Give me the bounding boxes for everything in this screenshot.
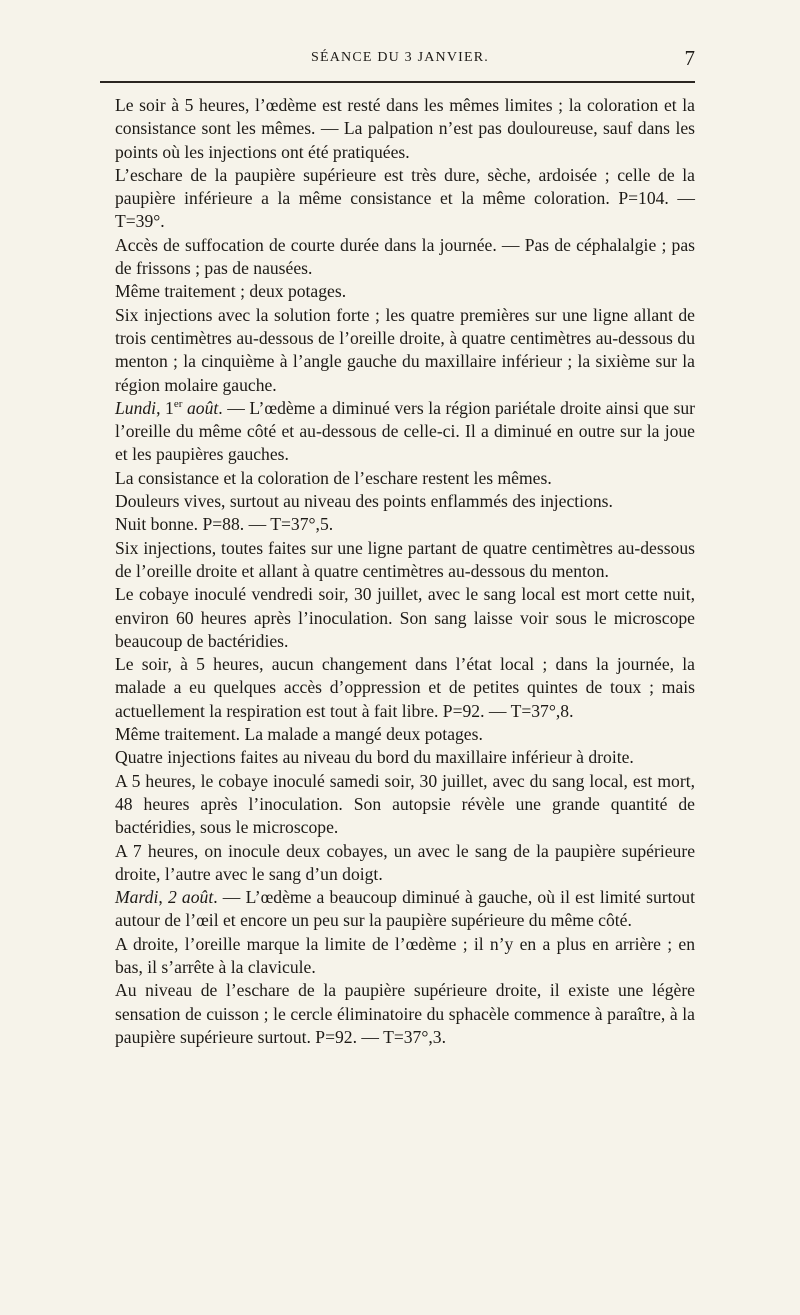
page-header bbox=[105, 46, 695, 76]
paragraph-rest: — L’œdème a diminué vers la région pariétale droite ainsi que sur l’oreille du même côté et au-dessous de celle-ci. Il a diminué en outre sur la joue et les paupières gauches. bbox=[115, 397, 696, 465]
day-name: Mardi bbox=[115, 887, 159, 908]
paragraph: Six injections avec la solution forte ; les quatre premières sur une ligne allant de trois centimètres au-dessous de l’oreille droite, à quatre centimètres au-dessous du menton ; la cinquième à l’angle gauche du maxillaire inférieur ; la sixième sur la région molaire gauche. bbox=[115, 304, 695, 395]
day-name: Lundi bbox=[115, 397, 157, 418]
date-number: 1 bbox=[165, 397, 174, 418]
paragraph: Accès de suffocation de courte durée dans la journée. — Pas de céphalalgie ; pas de frissons ; pas de nausées. bbox=[115, 234, 695, 279]
paragraph: Le soir à 5 heures, l’œdème est resté dans les mêmes limites ; la coloration et la consistance sont les mêmes. — La palpation n’est pas douloureuse, sauf dans les points où les injections ont été pratiquées. bbox=[115, 95, 695, 162]
paragraph: A 7 heures, on inocule deux cobayes, un avec le sang de la paupière supérieure droite, l’autre avec le sang d’un doigt. bbox=[115, 840, 695, 884]
date-superscript: er bbox=[173, 398, 183, 410]
paragraph: Même traitement. La malade a mangé deux potages. bbox=[115, 724, 483, 745]
paragraph-rest: — L’œdème a beaucoup diminué à gauche, où il est limité surtout autour de l’œil et encore un peu sur la paupière supérieure du même côté. bbox=[115, 887, 695, 931]
paragraph: La consistance et la coloration de l’eschare restent les mêmes. bbox=[115, 467, 552, 488]
paragraph-lundi: Lundi, 1er août. — L’œdème a diminué vers la région pariétale droite ainsi que sur l’oreille du même côté et au-dessous de celle-ci. Il a diminué en outre sur la joue et les paupières gauches. bbox=[115, 397, 696, 465]
paragraph: Six injections, toutes faites sur une ligne partant de quatre centimètres au-dessous de l’oreille droite et allant à quatre centimètres au-dessous du menton. bbox=[115, 537, 695, 581]
paragraph: Au niveau de l’eschare de la paupière supérieure droite, il existe une légère sensation de cuisson ; le cercle éliminatoire du sphacèle commence à paraître, à la paupière supérieure surtout. P=92. — T=37°,3. bbox=[115, 980, 695, 1047]
body-text bbox=[115, 94, 695, 1049]
paragraph: Quatre injections faites au niveau du bord du maxillaire inférieur à droite. bbox=[115, 747, 634, 768]
paragraph: Même traitement ; deux potages. bbox=[115, 281, 347, 302]
running-title: SÉANCE DU 3 JANVIER. bbox=[311, 50, 489, 65]
month-name: août bbox=[186, 397, 219, 418]
paragraph: L’eschare de la paupière supérieure est très dure, sèche, ardoisée ; celle de la paupière inférieure a la même consistance et la même coloration. P=104. — T=39°. bbox=[115, 164, 695, 232]
paragraph: A 5 heures, le cobaye inoculé samedi soir, 30 juillet, avec du sang local, est mort, 48 heures après l’inoculation. Son autopsie révèle une grande quantité de bactéridies, sous le microscope. bbox=[115, 770, 695, 838]
paragraph: Le soir, à 5 heures, aucun changement dans l’état local ; dans la journée, la malade a eu quelques accès d’oppression et de petites quintes de toux ; mais actuellement la respiration est tout à fait libre. P=92. — T=37°,8. bbox=[115, 654, 695, 721]
date: 2 août bbox=[167, 887, 214, 908]
paragraph: A droite, l’oreille marque la limite de l’œdème ; il n’y en a plus en arrière ; en bas, il s’arrête à la clavicule. bbox=[115, 933, 695, 977]
paragraph: Le cobaye inoculé vendredi soir, 30 juillet, avec le sang local est mort cette nuit, environ 60 heures après l’inoculation. Son sang laisse voir sous le microscope beaucoup de bactéridies. bbox=[115, 584, 695, 651]
header-rule bbox=[100, 81, 695, 83]
paragraph-mardi: Mardi, 2 août. — L’œdème a beaucoup diminué à gauche, où il est limité surtout autour de l’œil et encore un peu sur la paupière supérieure du même côté. bbox=[115, 887, 695, 931]
page-number: 7 bbox=[684, 46, 695, 70]
paragraph: Nuit bonne. P=88. — T=37°,5. bbox=[115, 514, 334, 535]
paragraph: Douleurs vives, surtout au niveau des points enflammés des injections. bbox=[115, 491, 613, 512]
